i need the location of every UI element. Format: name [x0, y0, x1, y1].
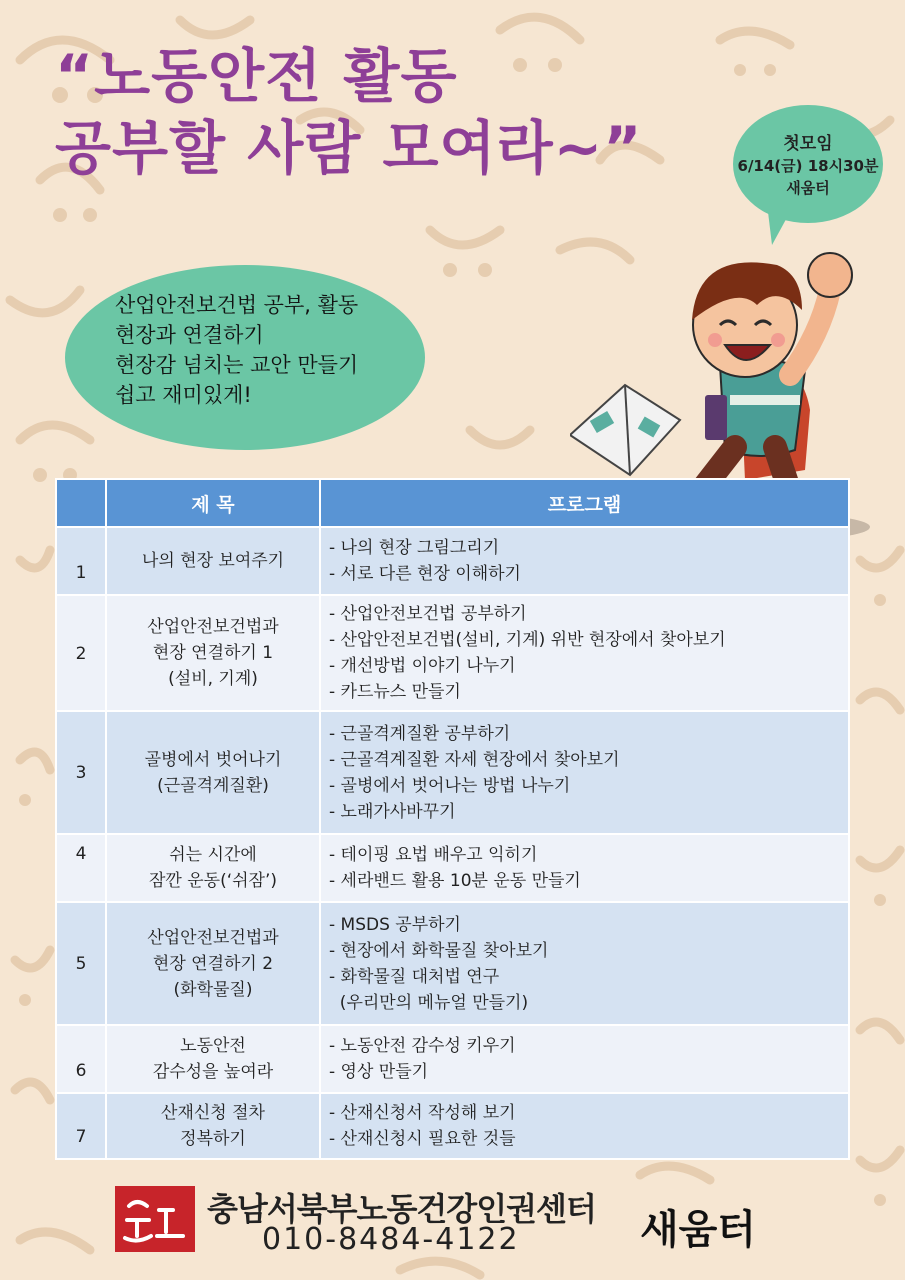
row-number: 3 — [56, 711, 106, 834]
program-item: (우리만의 메뉴얼 만들기) — [329, 992, 529, 1013]
table-row — [56, 1025, 849, 1093]
row-program — [320, 1025, 849, 1093]
program-item: - 카드뉴스 만들기 — [329, 682, 461, 702]
program-item: - 세라밴드 활용 10분 운동 만들기 — [329, 871, 581, 891]
org-logo — [115, 1186, 195, 1252]
open-book-icon — [570, 385, 680, 475]
program-item: - 나의 현장 그림그리기 — [329, 538, 500, 558]
row-title — [106, 902, 320, 1025]
row-title-line: (설비, 기계) — [168, 669, 258, 689]
brand-name: 새움터 — [640, 1207, 756, 1253]
row-title — [106, 1025, 320, 1093]
program-item: - 산압안전보건법(설비, 기계) 위반 현장에서 찾아보기 — [329, 630, 726, 650]
row-title — [106, 711, 320, 834]
program-item: - 산업안전보건법 공부하기 — [329, 604, 527, 624]
program-item: - 골병에서 벗어나는 방법 나누기 — [329, 775, 571, 796]
first-meeting-label: 첫모임 — [783, 134, 833, 154]
program-item: - 화학물질 대처법 연구 — [329, 966, 500, 987]
row-program — [320, 1093, 849, 1159]
program-item: - 노동안전 감수성 키우기 — [329, 1036, 516, 1056]
program-item: - 테이핑 요법 배우고 익히기 — [329, 845, 538, 865]
first-meeting-place: 새움터 — [786, 179, 830, 197]
row-title — [106, 1093, 320, 1159]
row-program — [320, 711, 849, 834]
intro-text — [115, 290, 358, 410]
row-program — [320, 527, 849, 595]
row-title-line: 나의 현장 보여주기 — [141, 551, 285, 571]
row-program — [320, 902, 849, 1025]
table-row — [56, 527, 849, 595]
table-row — [56, 711, 849, 834]
header-title: 제 목 — [106, 479, 320, 527]
row-program — [320, 834, 849, 902]
logo-mark-icon — [115, 1186, 195, 1252]
row-title-line: 정복하기 — [180, 1129, 246, 1149]
row-title-line: 현장 연결하기 2 — [152, 953, 274, 974]
row-number: 2 — [56, 595, 106, 711]
intro-line: 쉽고 재미있게! — [115, 383, 252, 407]
program-item: - 산재신청서 작성해 보기 — [329, 1103, 516, 1123]
first-meeting-bubble — [733, 105, 883, 223]
intro-line: 현장감 넘치는 교안 만들기 — [115, 353, 359, 377]
table-row — [56, 1093, 849, 1159]
row-title-line: 산업안전보건법과 — [147, 927, 279, 948]
row-number: 4 — [56, 834, 106, 902]
row-title-line: (근골격계질환) — [157, 775, 269, 796]
table-row — [56, 595, 849, 711]
row-title-line: 쉬는 시간에 — [169, 845, 257, 865]
title-line-1: “노동안전 활동 — [55, 42, 458, 110]
row-number: 5 — [56, 902, 106, 1025]
program-item: - MSDS 공부하기 — [329, 914, 461, 935]
first-meeting-datetime: 6/14(금) 18시30분 — [737, 157, 879, 175]
row-title-line: 산업안전보건법과 — [147, 617, 279, 637]
program-item: - 근골격계질환 공부하기 — [329, 723, 511, 744]
program-table — [55, 478, 850, 1160]
row-title — [106, 834, 320, 902]
table-row — [56, 902, 849, 1025]
row-title-line: 잠깐 운동(‘쉬잠’) — [148, 871, 277, 891]
program-item: - 근골격계질환 자세 현장에서 찾아보기 — [329, 749, 620, 770]
row-title-line: (화학물질) — [173, 979, 253, 1000]
header-number — [56, 479, 106, 527]
intro-line: 현장과 연결하기 — [115, 323, 264, 347]
row-title — [106, 595, 320, 711]
program-item: - 노래가사바꾸기 — [329, 801, 456, 822]
table-row — [56, 834, 849, 902]
row-title-line: 현장 연결하기 1 — [152, 643, 274, 663]
program-item: - 산재신청시 필요한 것들 — [329, 1129, 516, 1149]
row-title-line: 산재신청 절차 — [161, 1103, 265, 1123]
row-number: 6 — [56, 1025, 106, 1093]
program-item: - 개선방법 이야기 나누기 — [329, 656, 516, 676]
program-item: - 영상 만들기 — [329, 1062, 429, 1082]
program-item: - 현장에서 화학물질 찾아보기 — [329, 940, 549, 961]
row-title — [106, 527, 320, 595]
poster-title — [55, 40, 695, 184]
row-number: 1 — [56, 527, 106, 595]
row-program — [320, 595, 849, 711]
program-item: - 서로 다른 현장 이해하기 — [329, 564, 521, 584]
table-header-row — [56, 479, 849, 527]
intro-line: 산업안전보건법 공부, 활동 — [115, 293, 359, 317]
row-number: 7 — [56, 1093, 106, 1159]
row-title-line: 감수성을 높여라 — [152, 1062, 274, 1082]
row-title-line: 노동안전 — [180, 1036, 246, 1056]
title-line-2: 공부할 사람 모여라~” — [55, 114, 643, 182]
header-program: 프로그램 — [320, 479, 849, 527]
org-name: 충남서북부노동건강인권센터 — [207, 1190, 596, 1228]
phone-number: 010-8484-4122 — [262, 1222, 520, 1257]
row-title-line: 골병에서 벗어나기 — [144, 749, 282, 770]
